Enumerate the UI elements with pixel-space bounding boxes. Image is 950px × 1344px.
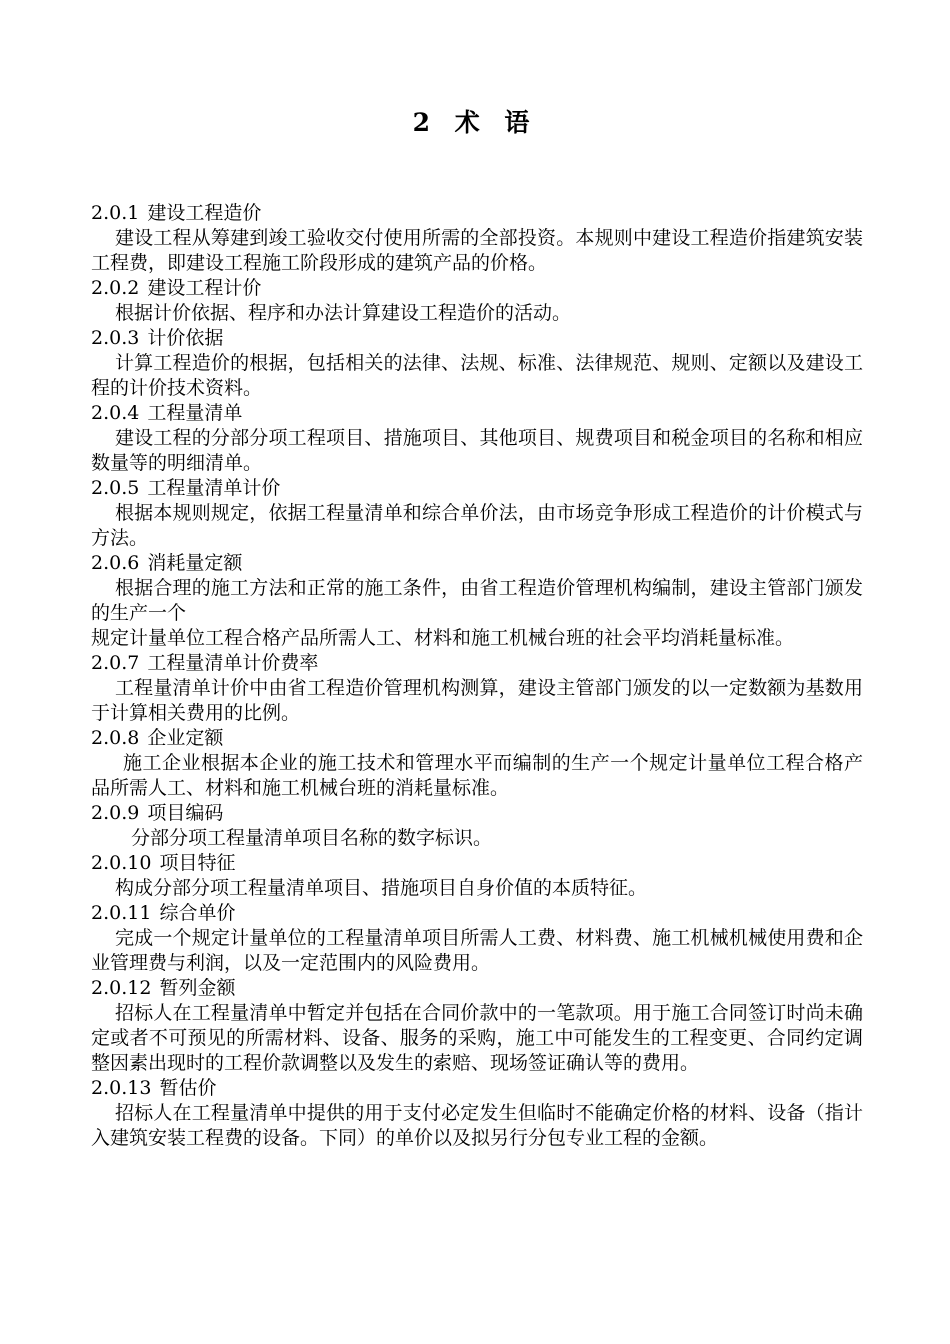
term-number: 2.0.4 [91, 402, 140, 424]
term-number: 2.0.1 [91, 202, 140, 224]
term-definition: 完成一个规定计量单位的工程量清单项目所需人工费、材料费、施工机械机械使用费和企业管理费与利润，以及一定范围内的风险费用。 [91, 927, 863, 974]
term-definition: 根据合理的施工方法和正常的施工条件，由省工程造价管理机构编制，建设主管部门颁发的生产一个 [91, 577, 863, 624]
term-number: 2.0.9 [91, 802, 140, 824]
term-number: 2.0.6 [91, 552, 140, 574]
term-heading [91, 851, 863, 876]
term-heading [91, 901, 863, 926]
term-name: 工程量清单计价 [147, 477, 281, 499]
term-definition: 招标人在工程量清单中提供的用于支付必定发生但临时不能确定价格的材料、设备（指计入建筑安装工程费的设备。下同）的单价以及拟另行分包专业工程的金额。 [91, 1102, 863, 1149]
term-heading [91, 551, 863, 576]
term-definition: 建设工程从筹建到竣工验收交付使用所需的全部投资。本规则中建设工程造价指建筑安装工程费，即建设工程施工阶段形成的建筑产品的价格。 [91, 227, 863, 274]
term-name: 项目特征 [159, 852, 236, 874]
term-definition: 根据本规则规定，依据工程量清单和综合单价法，由市场竞争形成工程造价的计价模式与方法。 [91, 502, 863, 549]
term-number: 2.0.7 [91, 652, 140, 674]
term-name: 工程量清单 [147, 402, 243, 424]
term-definition: 招标人在工程量清单中暂定并包括在合同价款中的一笔款项。用于施工合同签订时尚未确定或者不可预见的所需材料、设备、服务的采购，施工中可能发生的工程变更、合同约定调整因素出现时的工程价款调整以及发生的索赔、现场签证确认等的费用。 [91, 1002, 863, 1074]
term-definition: 根据计价依据、程序和办法计算建设工程造价的活动。 [115, 302, 572, 324]
term-name: 企业定额 [147, 727, 224, 749]
term-heading [91, 726, 863, 751]
term-definition: 施工企业根据本企业的施工技术和管理水平而编制的生产一个规定计量单位工程合格产品所需人工、材料和施工机械台班的消耗量标准。 [91, 752, 863, 799]
term-definition: 构成分部分项工程量清单项目、措施项目自身价值的本质特征。 [115, 877, 648, 899]
term-number: 2.0.12 [91, 977, 152, 999]
term-name: 项目编码 [147, 802, 224, 824]
term-heading [91, 326, 863, 351]
term-name: 综合单价 [159, 902, 236, 924]
term-number: 2.0.11 [91, 902, 152, 924]
term-name: 建设工程造价 [147, 202, 262, 224]
term-heading [91, 801, 863, 826]
term-heading [91, 651, 863, 676]
term-definition: 分部分项工程量清单项目名称的数字标识。 [131, 827, 493, 849]
term-number: 2.0.13 [91, 1077, 152, 1099]
term-number: 2.0.3 [91, 327, 140, 349]
term-name: 消耗量定额 [147, 552, 243, 574]
term-heading [91, 401, 863, 426]
term-number: 2.0.5 [91, 477, 140, 499]
term-heading [91, 1076, 863, 1101]
term-heading [91, 201, 863, 226]
term-number: 2.0.8 [91, 727, 140, 749]
term-definition: 工程量清单计价中由省工程造价管理机构测算，建设主管部门颁发的以一定数额为基数用于计算相关费用的比例。 [91, 677, 863, 724]
chapter-title: 2 术 语 [412, 108, 538, 137]
term-name: 暂列金额 [159, 977, 236, 999]
term-number: 2.0.2 [91, 277, 140, 299]
term-name: 工程量清单计价费率 [147, 652, 319, 674]
term-heading [91, 476, 863, 501]
term-name: 暂估价 [159, 1077, 217, 1099]
term-definition: 计算工程造价的根据，包括相关的法律、法规、标准、法律规范、规则、定额以及建设工程的计价技术资料。 [91, 352, 863, 399]
term-heading [91, 976, 863, 1001]
term-definition: 建设工程的分部分项工程项目、措施项目、其他项目、规费项目和税金项目的名称和相应数量等的明细清单。 [91, 427, 863, 474]
term-number: 2.0.10 [91, 852, 152, 874]
terms-list [91, 201, 863, 1151]
term-definition-continued: 规定计量单位工程合格产品所需人工、材料和施工机械台班的社会平均消耗量标准。 [91, 627, 795, 649]
term-name: 计价依据 [147, 327, 224, 349]
term-name: 建设工程计价 [147, 277, 262, 299]
term-heading [91, 276, 863, 301]
